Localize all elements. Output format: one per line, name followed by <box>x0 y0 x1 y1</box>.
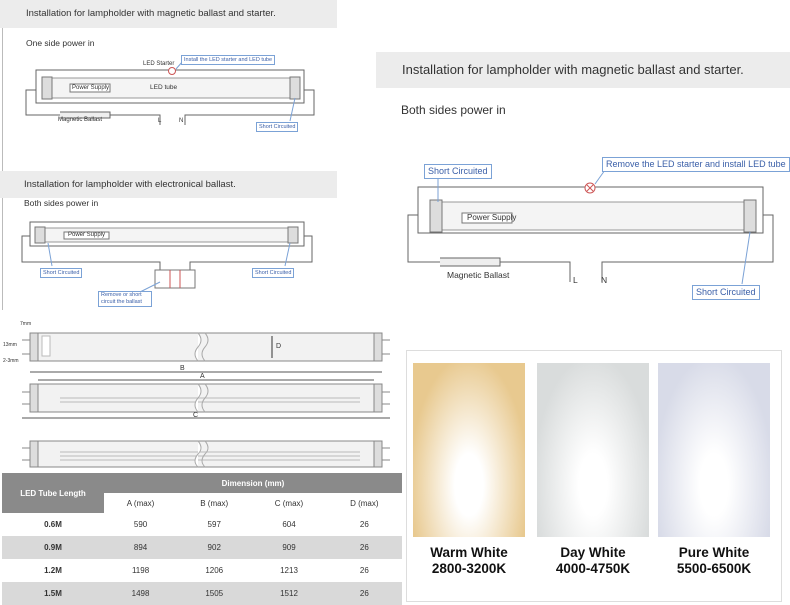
n-label: N <box>179 118 184 124</box>
b-cell: 1505 <box>177 582 251 605</box>
c-cell: 1512 <box>251 582 326 605</box>
dim-13mm-label: 13mm <box>3 342 17 348</box>
magnetic-ballast-label: Magnetic Ballast <box>58 117 103 123</box>
col-a-header: A (max) <box>104 493 177 513</box>
warm-white-range: 2800-3200K <box>431 561 507 576</box>
remove-ballast-callout: Remove or short circuit the ballast <box>98 291 152 307</box>
pure-white-range: 5500-6500K <box>676 561 752 576</box>
remove-starter-callout: Remove the LED starter and install LED tube <box>602 157 790 172</box>
b-cell: 1206 <box>177 559 251 582</box>
table-row <box>2 513 402 536</box>
d-cell: 26 <box>327 536 402 559</box>
col-c-header: C (max) <box>251 493 326 513</box>
dim-b-label: B <box>180 365 185 372</box>
day-white-name: Day White <box>560 545 626 560</box>
short-circuited-right-callout: Short Circuited <box>252 268 294 278</box>
pure-white-caption <box>655 545 773 577</box>
section-magnetic-both-title: Installation for lampholder with magnetic ballast and starter. <box>376 52 790 88</box>
section-magnetic-one-title: Installation for lampholder with magnetic ballast and starter. <box>0 0 337 28</box>
a-cell: 1198 <box>104 559 177 582</box>
day-white-swatch <box>537 363 649 537</box>
length-cell: 0.6M <box>2 513 104 536</box>
pure-white-swatch <box>658 363 770 537</box>
a-cell: 1498 <box>104 582 177 605</box>
d-cell: 26 <box>327 513 402 536</box>
section-electronic-title: Installation for lampholder with electronical ballast. <box>0 171 337 198</box>
power-supply-label: Power Supply <box>467 213 517 222</box>
color-temperature-panel <box>406 350 782 602</box>
day-white-range: 4000-4750K <box>555 561 631 576</box>
warm-white-name: Warm White <box>430 545 508 560</box>
b-cell: 902 <box>177 536 251 559</box>
c-cell: 1213 <box>251 559 326 582</box>
power-supply-label: Power Supply <box>68 232 106 238</box>
l-label: L <box>573 275 578 285</box>
led-tube-label: LED tube <box>150 84 178 91</box>
dim-2-label: 2-3mm <box>3 358 19 364</box>
section-magnetic-both-subtitle: Both sides power in <box>401 103 506 117</box>
col-dimension-header: Dimension (mm) <box>104 473 402 493</box>
warm-white-caption <box>410 545 528 577</box>
c-cell: 604 <box>251 513 326 536</box>
pure-white-name: Pure White <box>678 545 750 560</box>
short-circuited-right-callout: Short Circuited <box>692 285 760 300</box>
day-white-caption <box>534 545 652 577</box>
magnetic-ballast-label: Magnetic Ballast <box>447 270 510 280</box>
dim-a-label: A <box>200 373 205 380</box>
tube-dimension-drawing <box>0 0 405 475</box>
length-cell: 1.5M <box>2 582 104 605</box>
c-cell: 909 <box>251 536 326 559</box>
short-circuited-callout: Short Circuited <box>256 122 298 132</box>
b-cell: 597 <box>177 513 251 536</box>
d-cell: 26 <box>327 582 402 605</box>
table-row <box>2 536 402 559</box>
short-circuited-left-callout: Short Circuited <box>424 164 492 179</box>
table-row <box>2 559 402 582</box>
table-row <box>2 582 402 605</box>
length-cell: 0.9M <box>2 536 104 559</box>
install-callout: Install the LED starter and LED tube <box>181 55 275 65</box>
a-cell: 894 <box>104 536 177 559</box>
warm-white-swatch <box>413 363 525 537</box>
n-label: N <box>601 275 608 285</box>
led-starter-label: LED Starter <box>143 61 175 67</box>
power-supply-label: Power Supply <box>72 85 110 91</box>
length-cell: 1.2M <box>2 559 104 582</box>
a-cell: 590 <box>104 513 177 536</box>
d-cell: 26 <box>327 559 402 582</box>
dim-7mm-label: 7mm <box>20 321 32 327</box>
col-length-header: LED Tube Length <box>2 473 104 513</box>
l-label: L <box>158 118 162 124</box>
short-circuited-left-callout: Short Circuited <box>40 268 82 278</box>
col-d-header: D (max) <box>327 493 402 513</box>
dim-d-label: D <box>276 343 282 350</box>
col-b-header: B (max) <box>177 493 251 513</box>
dimension-table <box>2 473 402 605</box>
dim-c-label: C <box>193 412 199 419</box>
section-electronic-subtitle: Both sides power in <box>24 198 99 208</box>
section-magnetic-one-subtitle: One side power in <box>26 38 95 48</box>
